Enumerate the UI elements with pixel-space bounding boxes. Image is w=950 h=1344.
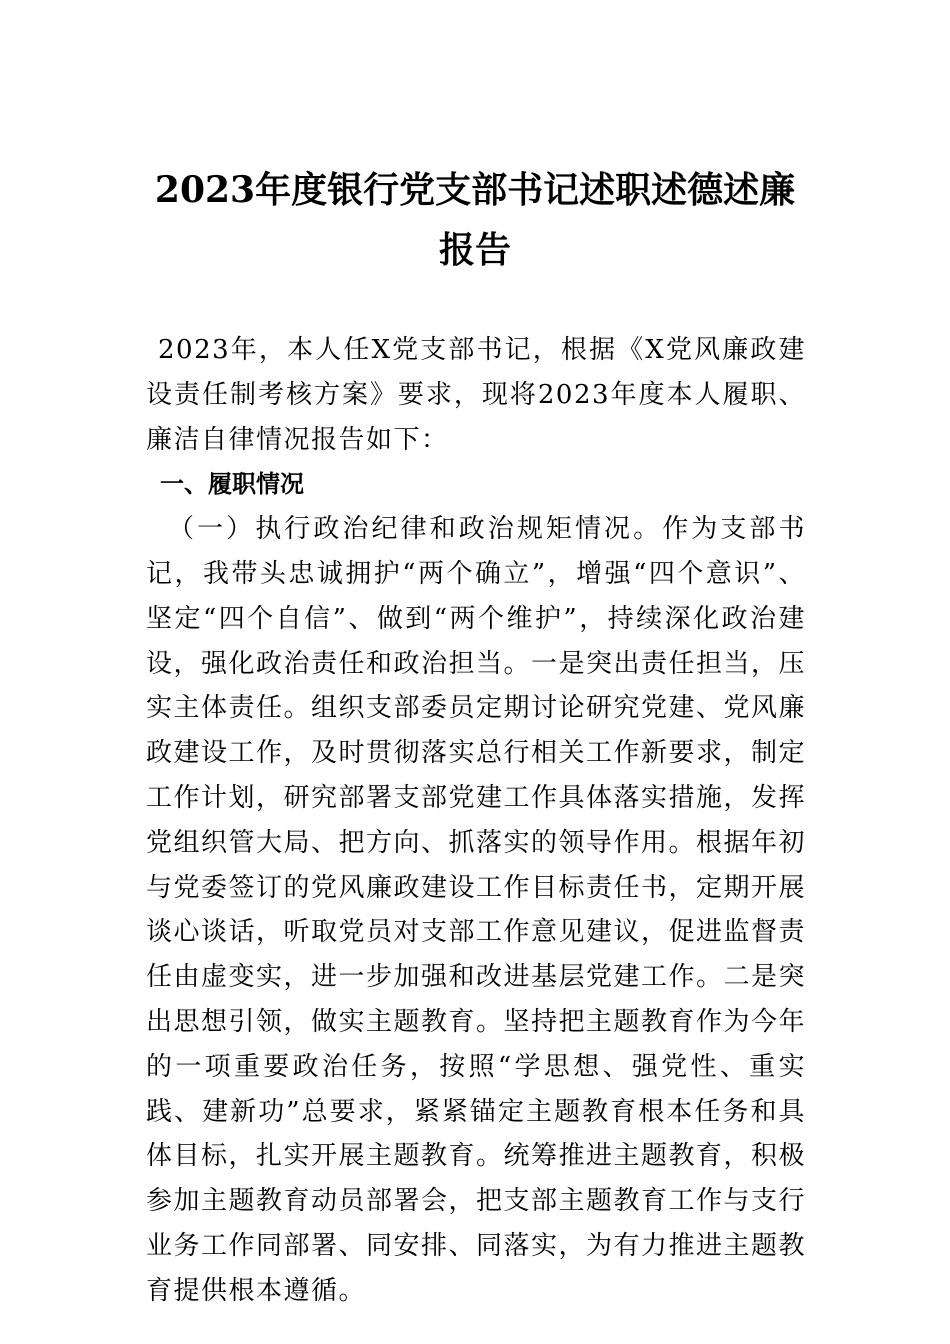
section1-paragraph: （一）执行政治纪律和政治规矩情况。作为支部书记，我带头忠诚拥护“两个确立”，增强“四个意识”、坚定“四个自信”、做到“两个维护”，持续深化政治建设，强化政治责任和政治担当。一是突出责任担当，压实主体责任。组织支部委员定期讨论研究党建、党风廉政建设工作，及时贯彻落实总行相关工作新要求，制定工作计划，研究部署支部党建工作具体落实措施，发挥党组织管大局、把方向、抓落实的领导作用。根据年初与党委签订的党风廉政建设工作目标责任书，定期开展谈心谈话，听取党员对支部工作意见建议，促进监督责任由虚变实，进一步加强和改进基层党建工作。二是突出思想引领，做实主题教育。坚持把主题教育作为今年的一项重要政治任务，按照“学思想、强党性、重实践、建新功”总要求，紧紧锚定主题教育根本任务和具体目标，扎实开展主题教育。统筹推进主题教育，积极参加主题教育动员部署会，把支部主题教育工作与支行业务工作同部署、同安排、同落实，为有力推进主题教育提供根本遵循。 [146, 514, 807, 1306]
section-heading-performance: 一、履职情况 [160, 470, 304, 499]
document-title: 2023年度银行党支部书记述职述德述廉报告 [154, 169, 796, 271]
document-body [146, 328, 806, 1314]
intro-paragraph: 2023年，本人任X党支部书记，根据《X党风廉政建设责任制考核方案》要求，现将2023年度本人履职、廉洁自律情况报告如下： [146, 335, 806, 455]
